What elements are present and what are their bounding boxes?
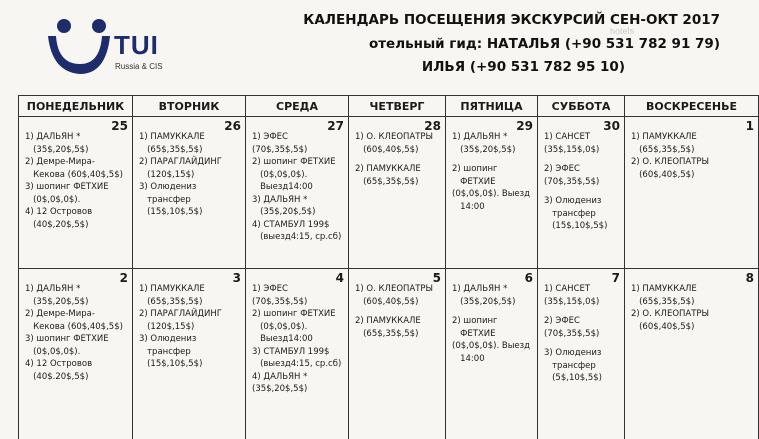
excursion-line: 1) ДАЛЬЯН * — [25, 132, 81, 142]
excursion-list — [355, 284, 441, 341]
excursion-line: 3) Олюдениз — [544, 348, 602, 358]
excursion-line: 1) О. КЛЕОПАТРЫ — [355, 132, 434, 142]
excursion-line: трансфер — [544, 208, 596, 219]
day-number: 3 — [232, 271, 241, 285]
excursion-line: (40$,20$,5$) — [25, 219, 89, 230]
excursion-line: 4) 12 Островов — [25, 359, 93, 369]
day-cell — [349, 117, 446, 268]
excursion-line: (35$,20$,5$) — [252, 207, 316, 217]
excursion-line: Выезд14:00 — [252, 334, 313, 344]
day-cell — [538, 117, 625, 268]
logo-subtitle: Russia & CIS — [115, 62, 163, 71]
weekday-header: ВТОРНИК — [133, 96, 246, 116]
day-cell — [538, 269, 625, 439]
excursion-line: 1) ПАМУККАЛЕ — [139, 132, 205, 142]
excursion-line: (35$,20$,5$) — [252, 384, 308, 394]
excursion-line: Кекова (60$,40$,5$) — [25, 321, 123, 332]
day-number: 28 — [424, 119, 441, 133]
day-number: 5 — [432, 271, 441, 285]
excursion-line: трансфер — [544, 360, 596, 371]
day-number: 4 — [335, 271, 344, 285]
excursion-line: 2) шопинг — [452, 316, 498, 326]
excursion-list — [25, 284, 128, 384]
guide-natalya: отельный гид: НАТАЛЬЯ (+90 531 782 91 79) — [368, 36, 720, 52]
excursion-line: (35$,20$,5$) — [452, 144, 516, 155]
day-number: 27 — [327, 119, 344, 133]
day-cell — [19, 117, 133, 268]
excursion-line: 2) О. КЛЕОПАТРЫ — [631, 309, 710, 319]
week-row — [19, 117, 759, 269]
excursion-line: 2) ЭФЕС — [544, 164, 580, 174]
watermark-text: hotels — [609, 25, 635, 37]
excursion-line: (65$,35$,5$) — [631, 296, 695, 307]
excursion-line: (0$,0$,0$). Выезд — [452, 189, 531, 199]
excursion-line: 2) Демре-Мира- — [25, 309, 95, 319]
excursion-line: (65$,35$,5$) — [139, 296, 203, 307]
excursion-line: 2) Демре-Мира- — [25, 157, 95, 167]
excursion-line: трансфер — [139, 346, 191, 357]
logo-text: TUI — [114, 30, 159, 60]
excursion-line: (0$,0$,0$). Выезд — [452, 341, 531, 351]
excursion-line: 2) ПАРАГЛАЙДИНГ — [139, 309, 222, 319]
excursion-line: 3) СТАМБУЛ 199$ — [252, 346, 330, 357]
excursion-line: 1) ЭФЕС — [252, 284, 288, 294]
excursion-line: 1) ПАМУККАЛЕ — [139, 284, 205, 294]
excursion-line: (15$,10$,5$) — [544, 221, 608, 231]
excursion-line: (65$,35$,5$) — [355, 176, 419, 187]
excursion-list — [452, 132, 533, 214]
excursion-line: (70$,35$,5$) — [252, 144, 308, 155]
excursion-line: 2) ЭФЕС — [544, 316, 580, 326]
excursion-line: 3) шопинг ФЕТХИЕ — [25, 182, 109, 192]
excursion-line: 4) 12 Островов — [25, 207, 93, 217]
excursion-line: (70$,35$,5$) — [544, 328, 600, 339]
excursion-line: (60$,40$,5$) — [355, 144, 419, 155]
day-number: 7 — [611, 271, 620, 285]
excursion-line: 2) О. КЛЕОПАТРЫ — [631, 157, 710, 167]
excursion-line: (65$,35$,5$) — [355, 328, 419, 339]
weekday-header: СУББОТА — [538, 96, 625, 116]
day-cell — [349, 269, 446, 439]
excursion-line: 3) Олюдениз — [139, 334, 197, 344]
excursion-line: 1) ЭФЕС — [252, 132, 288, 142]
day-number: 26 — [224, 119, 241, 133]
excursion-line: 4) ДАЛЬЯН * — [252, 371, 308, 382]
excursion-line: (120$,15$) — [139, 321, 195, 332]
excursion-line: (0$,0$,0$). — [252, 321, 308, 332]
excursion-line: (15$,10$,5$) — [139, 207, 203, 217]
excursion-line: 1) ПАМУККАЛЕ — [631, 132, 697, 142]
day-number: 29 — [516, 119, 533, 133]
excursion-line: (выезд4:15, ср.сб) — [252, 359, 342, 369]
excursion-line: (60$,40$,5$) — [631, 169, 695, 180]
day-cell — [19, 269, 133, 439]
excursion-list — [544, 284, 620, 386]
day-cell — [246, 269, 349, 439]
day-cell — [625, 269, 759, 439]
excursion-line: (60$,40$,5$) — [355, 296, 419, 307]
day-cell — [446, 269, 538, 439]
excursion-line: 1) ДАЛЬЯН * — [452, 132, 508, 142]
excursion-line: 4) СТАМБУЛ 199$ — [252, 219, 330, 230]
excursion-line: 1) ПАМУККАЛЕ — [631, 284, 697, 294]
excursion-list — [25, 132, 128, 232]
excursion-line: (65$,35$,5$) — [631, 144, 695, 155]
day-cell — [446, 117, 538, 268]
excursion-line: 3) шопинг ФЕТХИЕ — [25, 334, 109, 344]
excursion-line: ФЕТХИЕ — [452, 176, 496, 187]
excursion-line: (15$,10$,5$) — [139, 359, 203, 369]
excursion-line: 2) шопинг ФЕТХИЕ — [252, 157, 336, 167]
excursion-list — [139, 284, 241, 372]
weekday-header: ПЯТНИЦА — [446, 96, 538, 116]
excursion-line: (35$,15$,0$) — [544, 144, 600, 155]
excursion-list — [452, 284, 533, 366]
day-cell — [133, 269, 246, 439]
excursion-list — [631, 132, 754, 182]
excursion-line: (35$,15$,0$) — [544, 296, 600, 307]
weekday-header: ВОСКРЕСЕНЬЕ — [625, 96, 759, 116]
excursion-line: (70$,35$,5$) — [252, 296, 308, 307]
guide-ilya: ИЛЬЯ (+90 531 782 95 10) — [421, 59, 625, 75]
excursion-line: 14:00 — [452, 201, 485, 212]
excursion-line: 1) ДАЛЬЯН * — [452, 284, 508, 294]
weekday-header: ПОНЕДЕЛЬНИК — [19, 96, 133, 116]
excursion-line: (0$,0$,0$). — [25, 194, 81, 205]
excursion-line: (35$,20$,5$) — [25, 296, 89, 307]
excursion-line: 2) ПАРАГЛАЙДИНГ — [139, 157, 222, 167]
week-row — [19, 269, 759, 439]
excursion-line: 2) шопинг — [452, 164, 498, 174]
excursion-line: 14:00 — [452, 353, 485, 364]
day-number: 1 — [745, 119, 754, 133]
excursion-line: (35$,20$,5$) — [25, 144, 89, 155]
excursion-line: Выезд14:00 — [252, 182, 313, 192]
excursion-line: 1) САНСЕТ — [544, 284, 591, 294]
excursion-line: ФЕТХИЕ — [452, 328, 496, 339]
day-number: 6 — [524, 271, 533, 285]
excursion-line: 3) Олюдениз — [544, 196, 602, 206]
weekday-header-row — [19, 96, 759, 117]
excursion-line: 2) ПАМУККАЛЕ — [355, 316, 421, 326]
excursion-line: (5$,10$,5$) — [544, 373, 602, 383]
excursion-line: 2) шопинг ФЕТХИЕ — [252, 309, 336, 319]
excursion-line: (0$,0$,0$). — [25, 346, 81, 357]
excursion-line: (65$,35$,5$) — [139, 144, 203, 155]
excursion-line: 3) Олюдениз — [139, 182, 197, 192]
weekday-header: СРЕДА — [246, 96, 349, 116]
weekday-header: ЧЕТВЕРГ — [349, 96, 446, 116]
excursion-line: (120$,15$) — [139, 169, 195, 180]
excursion-list — [355, 132, 441, 189]
excursion-line: (60$,40$,5$) — [631, 321, 695, 332]
calendar-grid — [18, 95, 759, 439]
excursion-line: 1) САНСЕТ — [544, 132, 591, 142]
excursion-line: трансфер — [139, 194, 191, 205]
excursion-list — [544, 132, 620, 234]
day-cell — [133, 117, 246, 268]
calendar-title: КАЛЕНДАРЬ ПОСЕЩЕНИЯ ЭКСКУРСИЙ СЕН-ОКТ 2017 — [303, 12, 720, 28]
excursion-line: (выезд4:15, ср.сб) — [252, 232, 342, 242]
day-cell — [625, 117, 759, 268]
excursion-list — [631, 284, 754, 334]
excursion-list — [139, 132, 241, 220]
excursion-line: (0$,0$,0$). — [252, 169, 308, 180]
excursion-line: (35$,20$,5$) — [452, 296, 516, 307]
excursion-line: 2) ПАМУККАЛЕ — [355, 164, 421, 174]
day-number: 8 — [745, 271, 754, 285]
day-number: 30 — [603, 119, 620, 133]
excursion-line: 1) ДАЛЬЯН * — [25, 284, 81, 294]
excursion-line: 3) ДАЛЬЯН * — [252, 194, 308, 205]
excursion-line: (40$.20$,5$) — [25, 371, 89, 382]
excursion-line: (70$,35$,5$) — [544, 176, 600, 187]
excursion-list — [252, 284, 344, 397]
day-cell — [246, 117, 349, 268]
excursion-line: 1) О. КЛЕОПАТРЫ — [355, 284, 434, 294]
day-number: 25 — [111, 119, 128, 133]
excursion-list — [252, 132, 344, 245]
day-number: 2 — [119, 271, 128, 285]
excursion-line: Кекова (60$,40$,5$) — [25, 169, 123, 180]
